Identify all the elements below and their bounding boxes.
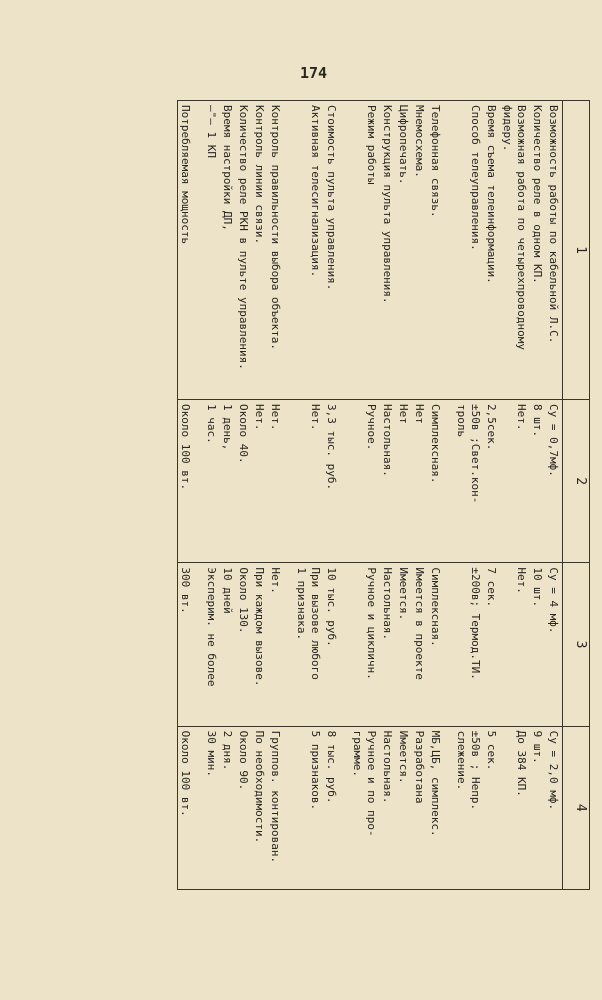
table-cell-col-2 (350, 400, 380, 563)
table-cell-col-4 (396, 726, 412, 889)
cell-text-line: Су = 4 мф. (547, 567, 560, 634)
row-spacer (442, 105, 452, 395)
cell-text-line: Настольная. (381, 567, 394, 641)
table-cell-col-2 (454, 400, 484, 563)
cell-text-line: Су = 2,0 мф. (547, 730, 560, 811)
table-cell-col-1 (484, 101, 500, 400)
table-cell-col-3 (350, 563, 380, 726)
cell-text-line: Около 90. (237, 730, 250, 791)
row-spacer (192, 567, 202, 721)
table-cell-col-2 (530, 400, 546, 563)
table-row (530, 101, 546, 890)
cell-text-line: Контроль правильности выбора объекта. (269, 105, 282, 351)
table-cell-col-3 (294, 563, 324, 726)
cell-text-line: грамме. (351, 730, 364, 778)
cell-text-line: 1 признака. (295, 567, 308, 641)
cell-text-line: МБ,ЦБ, симплекс. (429, 730, 442, 837)
table-cell-col-1 (500, 101, 530, 400)
table-cell-col-1 (412, 101, 428, 400)
cell-text-line: Симплексная. (429, 404, 442, 484)
page-number: 174 (300, 64, 328, 82)
cell-text-line: 2,5сек. (485, 404, 498, 451)
cell-text-line: Имеется в проекте (413, 567, 426, 680)
table-cell-col-4 (294, 726, 324, 889)
cell-text-line: Нет (413, 404, 426, 424)
row-spacer (282, 404, 292, 558)
row-spacer (338, 731, 348, 885)
table-cell-col-1 (454, 101, 484, 400)
table-cell-col-2 (236, 400, 252, 563)
table-row (484, 101, 500, 890)
table-cell-col-2 (546, 400, 563, 563)
table-cell-col-1 (178, 101, 205, 400)
table-cell-col-3 (412, 563, 428, 726)
cell-text-line: 300 вт. (179, 567, 192, 614)
row-spacer (338, 567, 348, 721)
cell-text-line: 10 дней (221, 567, 234, 614)
cell-text-line: Имеется. (397, 730, 410, 784)
table-cell-col-3 (428, 563, 454, 726)
table-cell-col-2 (268, 400, 294, 563)
cell-text-line: Симплексная. (429, 567, 442, 647)
row-spacer (442, 404, 452, 558)
table-cell-col-2 (178, 400, 205, 563)
cell-text-line: 8 тыс. руб. (325, 730, 338, 804)
cell-text-line: Телефонная связь. (429, 105, 442, 218)
table-row (380, 101, 396, 890)
table-cell-col-1 (252, 101, 268, 400)
cell-text-line: Разработана (413, 730, 426, 804)
cell-text-line: ±200в; Термод.ТИ. (469, 567, 482, 680)
cell-text-line: 9 шт. (531, 730, 544, 764)
row-spacer (282, 567, 292, 721)
table-cell-col-3 (252, 563, 268, 726)
column-header-4: 4 (563, 726, 590, 889)
table-cell-col-2 (294, 400, 324, 563)
table-cell-col-3 (178, 563, 205, 726)
table-cell-col-1 (294, 101, 324, 400)
table-cell-col-1 (268, 101, 294, 400)
table-row (428, 101, 454, 890)
cell-text-line: Ручное. (365, 404, 378, 451)
table-cell-col-3 (396, 563, 412, 726)
column-header-2: 2 (563, 400, 590, 563)
table-cell-col-1 (236, 101, 252, 400)
table-row (412, 101, 428, 890)
table-cell-col-1 (530, 101, 546, 400)
table-cell-col-1 (428, 101, 454, 400)
cell-text-line: При вызове любого (309, 567, 322, 680)
table-cell-col-4 (500, 726, 530, 889)
table-cell-col-4 (428, 726, 454, 889)
table-row (268, 101, 294, 890)
row-spacer (338, 105, 348, 395)
table-cell-col-3 (484, 563, 500, 726)
cell-text-line: Нет. (269, 567, 282, 594)
cell-text-line: Потребляемая мощность (179, 105, 192, 245)
table-cell-col-3 (454, 563, 484, 726)
cell-text-line: Ручное и по про- (365, 730, 378, 837)
cell-text-line: 1 день, (221, 404, 234, 451)
table-cell-col-1 (220, 101, 236, 400)
cell-text-line: 3,3 тыс. руб. (325, 404, 338, 491)
cell-text-line: Нет. (515, 567, 528, 594)
row-spacer (192, 404, 202, 558)
table-cell-col-2 (204, 400, 220, 563)
cell-text-line: –"– 1 КП (205, 105, 218, 158)
cell-text-line: Имеется. (397, 567, 410, 621)
cell-text-line: Нет. (253, 404, 266, 431)
table-cell-col-2 (220, 400, 236, 563)
row-spacer (338, 404, 348, 558)
row-spacer (282, 105, 292, 395)
cell-text-line: Группов. контирован. (269, 730, 282, 864)
row-spacer (442, 567, 452, 721)
table-header-row (563, 101, 590, 890)
cell-text-line: 7 сек. (485, 567, 498, 608)
table-row (220, 101, 236, 890)
cell-text-line: ±50в ;Свет.кон- (469, 404, 482, 504)
table-cell-col-4 (252, 726, 268, 889)
cell-text-line: Конструкция пульта управления. (381, 105, 394, 304)
cell-text-line: 8 шт. (531, 404, 544, 438)
table-cell-col-1 (350, 101, 380, 400)
cell-text-line: троль (455, 404, 468, 438)
table-cell-col-4 (412, 726, 428, 889)
table-cell-col-2 (324, 400, 350, 563)
table-cell-col-4 (546, 726, 563, 889)
cell-text-line: Настольная. (381, 404, 394, 477)
table-cell-col-2 (428, 400, 454, 563)
table-cell-col-3 (500, 563, 530, 726)
table-cell-col-4 (350, 726, 380, 889)
table-cell-col-4 (324, 726, 350, 889)
table-cell-col-4 (484, 726, 500, 889)
table-cell-col-2 (500, 400, 530, 563)
cell-text-line: Количество реле РКН в пульте управления. (237, 105, 250, 370)
table-row (350, 101, 380, 890)
table-cell-col-4 (380, 726, 396, 889)
column-header-1: 1 (563, 101, 590, 400)
cell-text-line: По необходимости. (253, 730, 266, 844)
table-row (252, 101, 268, 890)
table-row (236, 101, 252, 890)
cell-text-line: Нет. (269, 404, 282, 431)
table-row (500, 101, 530, 890)
table-body (178, 101, 563, 890)
table-cell-col-1 (396, 101, 412, 400)
cell-text-line: До 384 КП. (515, 730, 528, 797)
cell-text-line: Режим работы (365, 105, 378, 185)
cell-text-line: Нет. (515, 404, 528, 431)
table-cell-col-2 (380, 400, 396, 563)
table-cell-col-4 (236, 726, 252, 889)
table-cell-col-4 (178, 726, 205, 889)
table-cell-col-3 (220, 563, 236, 726)
table-cell-col-4 (204, 726, 220, 889)
cell-text-line: Эксперим. не более (205, 567, 218, 687)
rotated-table-container (120, 100, 590, 890)
table-row (294, 101, 324, 890)
cell-text-line: слежение. (455, 730, 468, 791)
cell-text-line: Около 40. (237, 404, 250, 464)
cell-text-line: Возможность работы по кабельной Л.С. (547, 105, 560, 344)
table-cell-col-3 (236, 563, 252, 726)
cell-text-line: 1 час. (205, 404, 218, 444)
table-row (454, 101, 484, 890)
cell-text-line: Настольная. (381, 730, 394, 804)
row-spacer (192, 105, 202, 395)
cell-text-line: Су = 0,7мф. (547, 404, 560, 477)
table-cell-col-1 (324, 101, 350, 400)
table-row (396, 101, 412, 890)
table-cell-col-1 (380, 101, 396, 400)
table-cell-col-1 (204, 101, 220, 400)
cell-text-line: Нет. (309, 404, 322, 431)
cell-text-line: 10 тыс. руб. (325, 567, 338, 647)
table-cell-col-4 (220, 726, 236, 889)
cell-text-line: Контроль линии связи. (253, 105, 266, 245)
cell-text-line: Стоимость пульта управления. (325, 105, 338, 291)
cell-text-line: Нет (397, 404, 410, 424)
cell-text-line: Возможная работа по четырехпроводному (515, 105, 528, 351)
table-row (546, 101, 563, 890)
cell-text-line: Около 130. (237, 567, 250, 634)
table-row (324, 101, 350, 890)
cell-text-line: При каждом вызове. (253, 567, 266, 687)
cell-text-line: 10 шт. (531, 567, 544, 608)
cell-text-line: 5 признаков. (309, 730, 322, 811)
table-cell-col-4 (268, 726, 294, 889)
cell-text-line: ±50в ; Непр. (469, 730, 482, 811)
row-spacer (442, 731, 452, 885)
row-spacer (282, 731, 292, 885)
cell-text-line: 30 мин. (205, 730, 218, 778)
table-cell-col-2 (412, 400, 428, 563)
cell-text-line: Около 100 вт. (179, 404, 192, 491)
table-cell-col-2 (252, 400, 268, 563)
table-cell-col-3 (546, 563, 563, 726)
cell-text-line: Цифропечать. (397, 105, 410, 185)
table-cell-col-2 (484, 400, 500, 563)
table-row (178, 101, 205, 890)
cell-text-line: 2 дня. (221, 730, 234, 771)
cell-text-line: Активная телесигнализация. (309, 105, 322, 278)
table-cell-col-3 (324, 563, 350, 726)
cell-text-line: Время съема телеинформации. (485, 105, 498, 284)
cell-text-line: Способ телеуправления. (469, 105, 482, 251)
table-cell-col-3 (204, 563, 220, 726)
column-header-3: 3 (563, 563, 590, 726)
table-cell-col-3 (380, 563, 396, 726)
table-cell-col-3 (530, 563, 546, 726)
cell-text-line: фидеру. (501, 105, 514, 152)
cell-text-line: Ручное и цикличн. (365, 567, 378, 680)
cell-text-line: Мнемосхема. (413, 105, 426, 178)
table-cell-col-4 (530, 726, 546, 889)
row-spacer (192, 731, 202, 885)
table-cell-col-4 (454, 726, 484, 889)
cell-text-line: Около 100 вт. (179, 730, 192, 817)
comparison-table (177, 100, 590, 890)
table-cell-col-1 (546, 101, 563, 400)
table-row (204, 101, 220, 890)
cell-text-line: Время настройки ДП, (221, 105, 234, 231)
cell-text-line: 5 сек. (485, 730, 498, 771)
table-cell-col-3 (268, 563, 294, 726)
table-cell-col-2 (396, 400, 412, 563)
cell-text-line: Количество реле в одном КП. (531, 105, 544, 284)
